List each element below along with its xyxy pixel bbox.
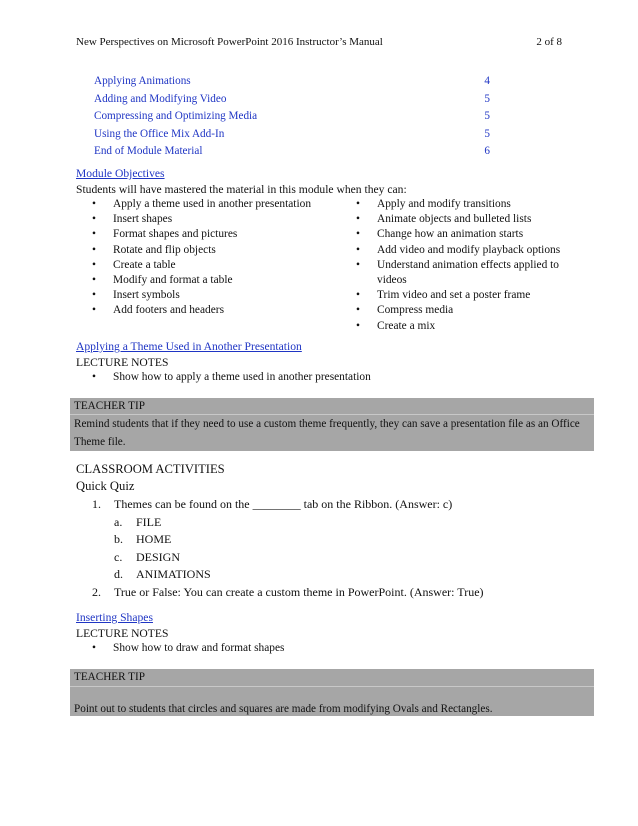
teacher-tip-label: TEACHER TIP: [70, 398, 594, 415]
page-header: [76, 36, 562, 48]
toc-label[interactable]: Applying Animations: [94, 75, 191, 87]
toc-label[interactable]: Compressing and Optimizing Media: [94, 110, 258, 123]
section-heading-apply-theme[interactable]: Applying a Theme Used in Another Presentation: [76, 340, 302, 353]
quick-quiz-label: Quick Quiz: [76, 479, 135, 493]
list-item: • Change how an animation starts: [356, 228, 524, 241]
module-objectives-heading[interactable]: Module Objectives: [76, 167, 165, 180]
quiz-question: 2. True or False: You can create a custom theme in PowerPoint. (Answer: True): [92, 584, 484, 599]
toc-row[interactable]: [94, 73, 490, 91]
objectives-left-list: [92, 197, 352, 319]
teacher-tip-text: Point out to students that circles and squares are made from modifying Ovals and Rectangles.: [74, 703, 493, 715]
list-item: • Create a mix: [356, 319, 436, 332]
list-item: • Format shapes and pictures: [92, 228, 238, 241]
header-page-number: 2 of 8: [536, 36, 562, 48]
quiz-options: [114, 514, 484, 584]
teacher-tip-label: TEACHER TIP: [70, 669, 594, 687]
quiz-option: c. DESIGN: [114, 549, 180, 564]
toc-page[interactable]: 5: [484, 92, 490, 105]
toc-page[interactable]: 5: [484, 127, 490, 140]
toc-row[interactable]: [94, 143, 490, 161]
toc-page[interactable]: 5: [484, 110, 490, 123]
toc-label[interactable]: End of Module Material: [94, 145, 203, 158]
quiz-option: d. ANIMATIONS: [114, 567, 211, 581]
list-item: • Trim video and set a poster frame: [356, 289, 531, 302]
toc-label[interactable]: Adding and Modifying Video: [94, 92, 227, 105]
quiz-option: b. HOME: [114, 532, 172, 546]
toc-page[interactable]: 6: [484, 145, 490, 158]
list-item: • Add footers and headers: [92, 304, 225, 317]
quiz-question: 1. Themes can be found on the ________ tab on the Ribbon. (Answer: c): [92, 497, 453, 511]
teacher-tip-box: [70, 669, 594, 716]
toc-label[interactable]: Using the Office Mix Add-In: [94, 127, 225, 140]
toc-row[interactable]: [94, 126, 490, 144]
list-item: • Apply and modify transitions: [356, 198, 511, 210]
toc-row[interactable]: [94, 108, 490, 126]
list-item: • Apply a theme used in another presentation: [92, 198, 312, 210]
list-item: • Show how to draw and format shapes: [92, 642, 285, 654]
toc-page[interactable]: 4: [484, 75, 490, 87]
objectives-right-list: [356, 197, 586, 334]
objectives-intro: Students will have mastered the material in this module when they can:: [76, 183, 407, 196]
lecture-notes-label: LECTURE NOTES: [76, 356, 169, 369]
list-item: • Show how to apply a theme used in another presentation: [92, 371, 371, 383]
teacher-tip-box: [70, 398, 594, 451]
classroom-activities-label: CLASSROOM ACTIVITIES: [76, 462, 225, 476]
list-item: • Modify and format a table: [92, 274, 233, 287]
teacher-tip-text: Remind students that if they need to use a custom theme frequently, they can save a presentation file as an Office Theme file.: [74, 418, 580, 448]
list-item: • Compress media: [356, 304, 454, 317]
list-item: • Insert shapes: [92, 213, 173, 226]
list-item: • Create a table: [92, 258, 176, 271]
toc-row[interactable]: [94, 91, 490, 109]
list-item: • Insert symbols: [92, 289, 180, 302]
list-item: • Animate objects and bulleted lists: [356, 213, 532, 226]
quiz-list: [92, 496, 484, 601]
header-title: New Perspectives on Microsoft PowerPoint 2016 Instructor’s Manual: [76, 36, 383, 48]
table-of-contents: [94, 73, 490, 161]
list-item: • Add video and modify playback options: [356, 243, 561, 256]
quiz-option: a. FILE: [114, 514, 162, 529]
lecture-notes-label: LECTURE NOTES: [76, 627, 169, 640]
section-heading-inserting-shapes[interactable]: Inserting Shapes: [76, 611, 153, 624]
list-item: • Understand animation effects applied to videos: [356, 258, 559, 287]
list-item: • Rotate and flip objects: [92, 243, 216, 256]
